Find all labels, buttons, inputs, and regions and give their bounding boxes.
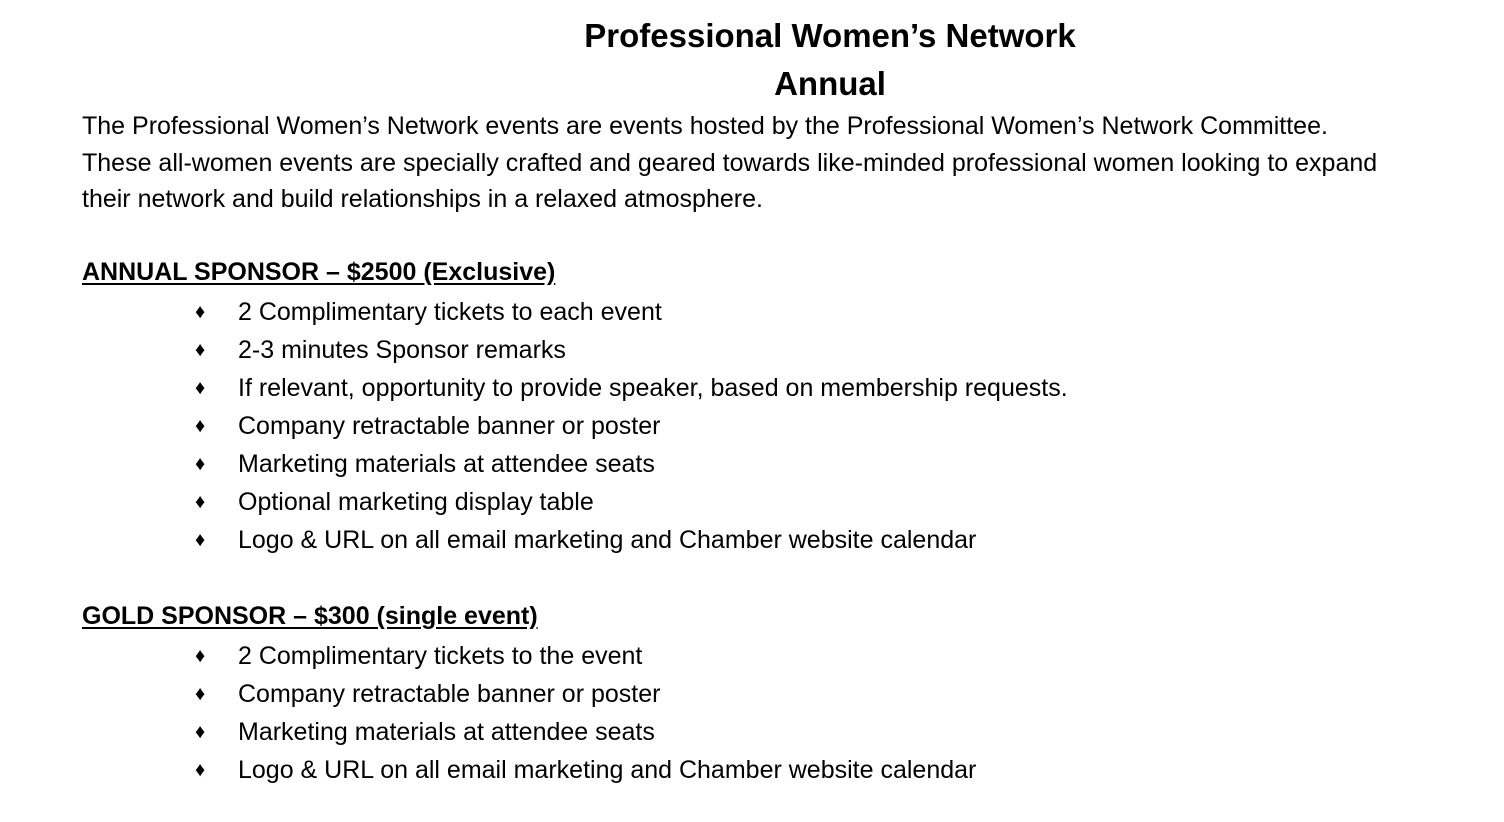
benefit-text: 2-3 minutes Sponsor remarks — [238, 336, 566, 364]
list-item — [195, 751, 1295, 789]
diamond-bullet-icon: ♦ — [195, 377, 206, 399]
diamond-bullet-icon: ♦ — [195, 683, 206, 705]
diamond-bullet-icon: ♦ — [195, 645, 206, 667]
benefit-text: Marketing materials at attendee seats — [238, 450, 655, 478]
benefit-text: 2 Complimentary tickets to the event — [238, 642, 643, 670]
list-item — [195, 293, 1295, 331]
benefit-text: Company retractable banner or poster — [238, 412, 661, 440]
diamond-bullet-icon: ♦ — [195, 301, 206, 323]
diamond-bullet-icon: ♦ — [195, 759, 206, 781]
diamond-bullet-icon: ♦ — [195, 453, 206, 475]
gold-sponsor-heading: GOLD SPONSOR – $300 (single event) — [82, 602, 538, 630]
diamond-bullet-icon: ♦ — [195, 491, 206, 513]
list-item — [195, 407, 1295, 445]
list-item — [195, 713, 1295, 751]
gold-sponsor-benefits — [195, 637, 1295, 789]
list-item — [195, 637, 1295, 675]
benefit-text: Logo & URL on all email marketing and Chamber website calendar — [238, 526, 977, 554]
diamond-bullet-icon: ♦ — [195, 529, 206, 551]
list-item — [195, 445, 1295, 483]
benefit-text: If relevant, opportunity to provide speaker, based on membership requests. — [238, 374, 1068, 402]
benefit-text: Optional marketing display table — [238, 488, 594, 516]
benefit-text: Logo & URL on all email marketing and Chamber website calendar — [238, 756, 977, 784]
list-item — [195, 369, 1295, 407]
list-item — [195, 675, 1295, 713]
intro-paragraph: The Professional Women’s Network events are events hosted by the Professional Women’s Network Committee. These all-women events are specially crafted and geared towards like-minded professional women looking to expand their network and build relationships in a relaxed atmosphere. — [82, 112, 1378, 213]
diamond-bullet-icon: ♦ — [195, 721, 206, 743]
document-title: Professional Women’s Network — [584, 17, 1076, 54]
diamond-bullet-icon: ♦ — [195, 339, 206, 361]
annual-sponsor-heading: ANNUAL SPONSOR – $2500 (Exclusive) — [82, 258, 556, 286]
list-item — [195, 331, 1295, 369]
benefit-text: Marketing materials at attendee seats — [238, 718, 655, 746]
list-item — [195, 521, 1295, 559]
diamond-bullet-icon: ♦ — [195, 415, 206, 437]
annual-sponsor-benefits — [195, 293, 1295, 559]
document-subtitle: Annual — [774, 65, 886, 102]
benefit-text: Company retractable banner or poster — [238, 680, 661, 708]
list-item — [195, 483, 1295, 521]
benefit-text: 2 Complimentary tickets to each event — [238, 298, 662, 326]
